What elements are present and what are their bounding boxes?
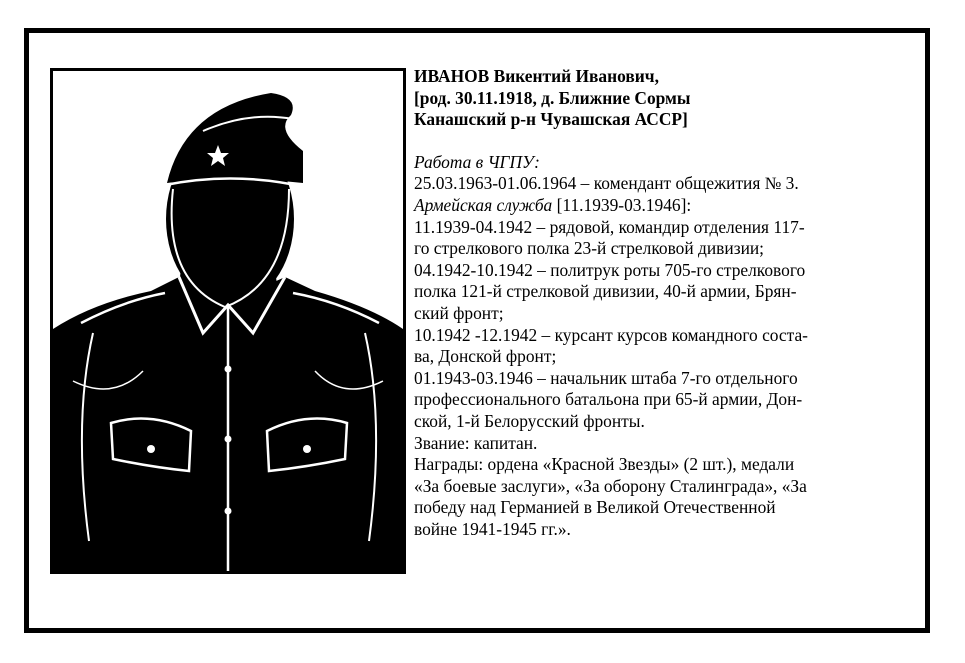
portrait [50, 68, 406, 574]
person-name: ИВАНОВ Викентий Иванович, [414, 66, 659, 86]
army-line: полка 121-й стрелковой дивизии, 40-й армии, Брян- [414, 281, 797, 302]
army-heading: Армейская служба [414, 194, 553, 215]
army-heading-line [414, 195, 914, 217]
army-line: 10.1942 -12.1942 – курсант курсов командного соста- [414, 324, 808, 345]
army-line: ский фронт; [414, 302, 504, 323]
biography [414, 66, 914, 540]
awards-line: войне 1941-1945 гг.». [414, 518, 571, 539]
army-line: 11.1939-04.1942 – рядовой, командир отделения 117- [414, 216, 805, 237]
army-line: профессионального батальона при 65-й армии, Дон- [414, 389, 803, 410]
army-line: 04.1942-10.1942 – политрук роты 705-го стрелкового [414, 259, 806, 280]
awards-line: Награды: ордена «Красной Звезды» (2 шт.), медали [414, 454, 795, 475]
awards-line: победу над Германией в Великой Отечественной [414, 497, 776, 518]
birth-info: [род. 30.11.1918, д. Ближние Сормы [414, 87, 691, 108]
birth-place: Канашский р-н Чувашская АССР] [414, 109, 688, 130]
work-entry: 25.03.1963-01.06.1964 – комендант общежития № 3. [414, 173, 799, 194]
rank: Звание: капитан. [414, 432, 538, 453]
army-line: 01.1943-03.1946 – начальник штаба 7-го отдельного [414, 367, 798, 388]
army-period: [11.1939-03.1946]: [552, 194, 692, 215]
soldier-silhouette-icon [53, 71, 403, 571]
army-line: ва, Донской фронт; [414, 346, 557, 367]
awards-line: «За боевые заслуги», «За оборону Сталинграда», «За [414, 475, 807, 496]
work-heading: Работа в ЧГПУ: [414, 151, 540, 172]
army-line: го стрелкового полка 23-й стрелковой дивизии; [414, 238, 765, 259]
army-line: ской, 1-й Белорусский фронты. [414, 410, 645, 431]
